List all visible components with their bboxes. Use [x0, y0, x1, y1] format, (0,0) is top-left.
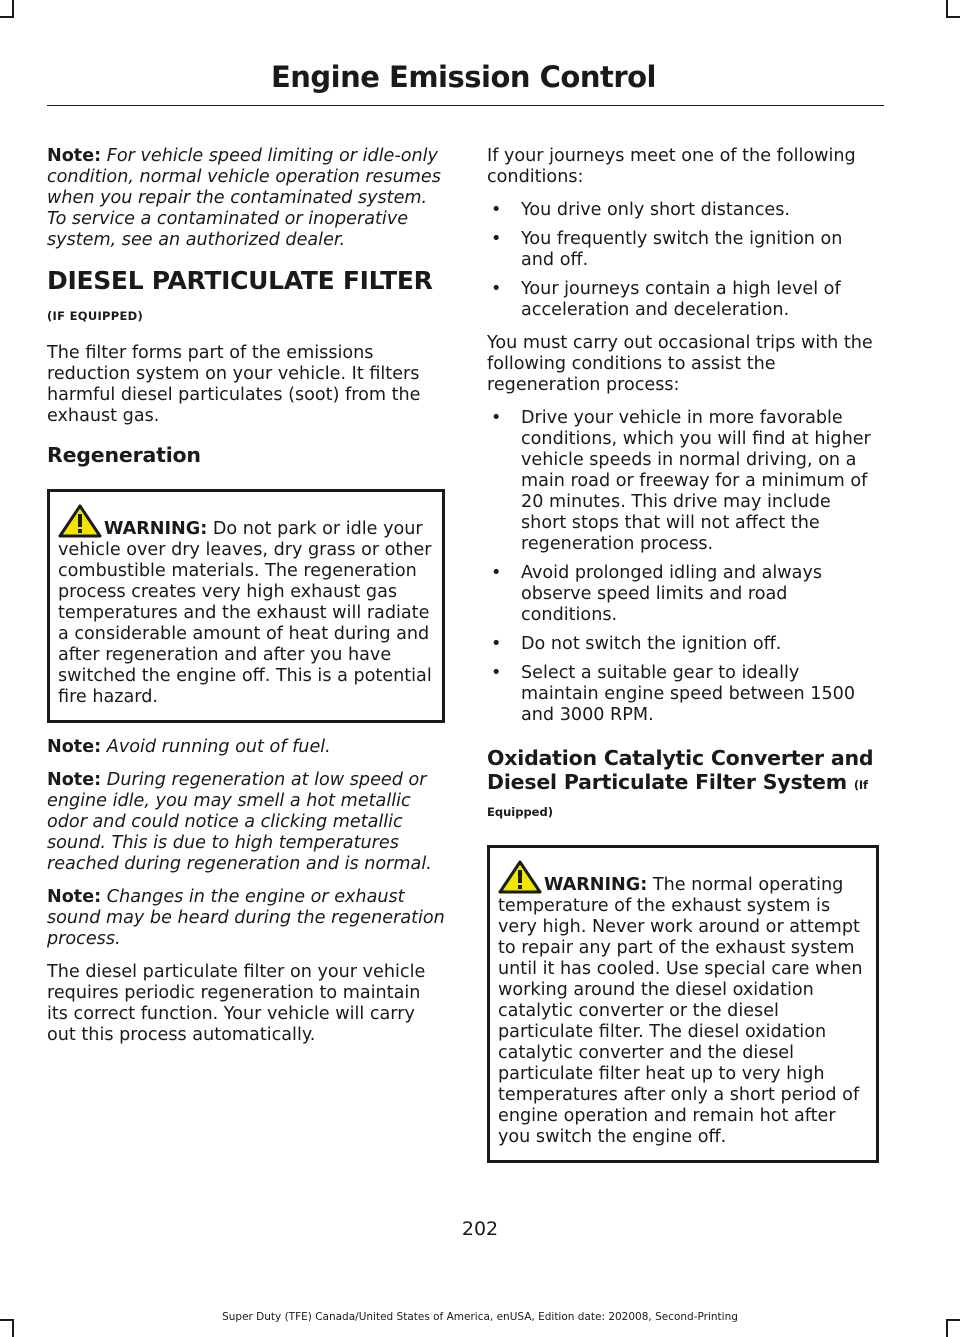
- note-text: Changes in the engine or exhaust sound may be heard during the regeneration process.: [47, 887, 445, 949]
- header-rule: [47, 105, 884, 106]
- note-text: For vehicle speed limiting or idle-only condition, normal vehicle operation resumes when you repair the contaminated system. To service a contaminated or inoperative system, see an authorized dealer.: [47, 146, 441, 250]
- left-column: [47, 146, 445, 1058]
- note-paragraph: [47, 887, 445, 950]
- body-paragraph: The filter forms part of the emissions reduction system on your vehicle. It filters harmful diesel particulates (soot) from the exhaust gas.: [47, 343, 421, 426]
- note-text: During regeneration at low speed or engine idle, you may smell a hot metallic odor and could notice a clicking metallic sound. This is due to high temperatures reached during regeneration and is normal.: [47, 770, 432, 874]
- warning-label: WARNING:: [104, 519, 208, 539]
- subsection-heading-text: Oxidation Catalytic Converter and Diesel Particulate Filter System: [487, 746, 874, 794]
- note-label: Note:: [47, 146, 102, 166]
- note-text: Avoid running out of fuel.: [106, 737, 331, 757]
- warning-exclamation-bar: [78, 514, 82, 527]
- warning-paragraph: [498, 860, 868, 1148]
- warning-triangle-icon: [58, 504, 102, 538]
- page-footer: Super Duty (TFE) Canada/United States of America, enUSA, Edition date: 202008, Second-Printing: [222, 1311, 738, 1323]
- crop-mark: [946, 1321, 948, 1337]
- body-paragraph: You must carry out occasional trips with the following conditions to assist the regeneration process:: [487, 333, 873, 395]
- trips-list: [487, 408, 879, 726]
- conditions-list: [487, 200, 879, 321]
- crop-mark: [946, 0, 948, 16]
- page-header-title: Engine Emission Control: [270, 60, 656, 94]
- note-label: Note:: [47, 737, 102, 757]
- page-number: 202: [461, 1218, 499, 1240]
- note-paragraph: [47, 770, 445, 875]
- warning-paragraph: [58, 504, 434, 708]
- list-item: • You frequently switch the ignition on and off.: [487, 229, 879, 271]
- subsection-heading-tag-continued: Equipped): [487, 805, 553, 819]
- warning-triangle-icon: [498, 860, 542, 894]
- warning-exclamation-dot: [78, 529, 82, 533]
- crop-mark: [0, 16, 14, 18]
- section-heading: DIESEL PARTICULATE FILTER: [47, 266, 433, 295]
- body-paragraph: If your journeys meet one of the following conditions:: [487, 146, 856, 187]
- crop-mark: [12, 1321, 14, 1337]
- warning-text: The normal operating temperature of the exhaust system is very high. Never work around or attempt to repair any part of the exhaust system until it has cooled. Use special care when working around the diesel oxidation catalytic converter or the diesel particulate filter. The diesel oxidation catalytic converter and the diesel particulate filter heat up to very high temperatures after only a short period of engine operation and remain hot after you switch the engine off.: [498, 875, 863, 1147]
- warning-box: [47, 489, 445, 723]
- list-item: • Your journeys contain a high level of acceleration and deceleration.: [487, 279, 879, 321]
- list-item: • Drive your vehicle in more favorable conditions, which you will find at higher vehicle speeds in normal driving, on a main road or freeway for a minimum of 20 minutes. This drive may include short stops that will not affect the regeneration process.: [487, 408, 879, 555]
- section-subheading: (IF EQUIPPED): [47, 309, 144, 323]
- subsection-heading-tag: (If: [853, 778, 868, 792]
- crop-mark: [946, 16, 960, 18]
- warning-text: Do not park or idle your vehicle over dry leaves, dry grass or other combustible materials. The regeneration process creates very high exhaust gas temperatures and the exhaust will radiate a considerable amount of heat during and after regeneration and after you have switched the engine off. This is a potential fire hazard.: [58, 519, 432, 707]
- warning-box: [487, 845, 879, 1163]
- subsection-heading: [487, 746, 879, 797]
- crop-mark: [12, 0, 14, 16]
- list-item: • Select a suitable gear to ideally maintain engine speed between 1500 and 3000 RPM.: [487, 663, 879, 726]
- warning-label: WARNING:: [544, 875, 648, 895]
- warning-exclamation-dot: [518, 885, 522, 889]
- list-item: • Avoid prolonged idling and always observe speed limits and road conditions.: [487, 563, 879, 626]
- note-paragraph: [47, 146, 445, 251]
- note-label: Note:: [47, 887, 102, 907]
- right-column: [487, 146, 879, 1177]
- note-paragraph: [47, 737, 445, 758]
- list-item: • You drive only short distances.: [487, 200, 879, 221]
- warning-exclamation-bar: [518, 870, 522, 883]
- note-label: Note:: [47, 770, 102, 790]
- subsection-heading: Regeneration: [47, 443, 201, 467]
- list-item: • Do not switch the ignition off.: [487, 634, 879, 655]
- body-paragraph: The diesel particulate filter on your vehicle requires periodic regeneration to maintain its correct function. Your vehicle will carry out this process automatically.: [47, 962, 426, 1045]
